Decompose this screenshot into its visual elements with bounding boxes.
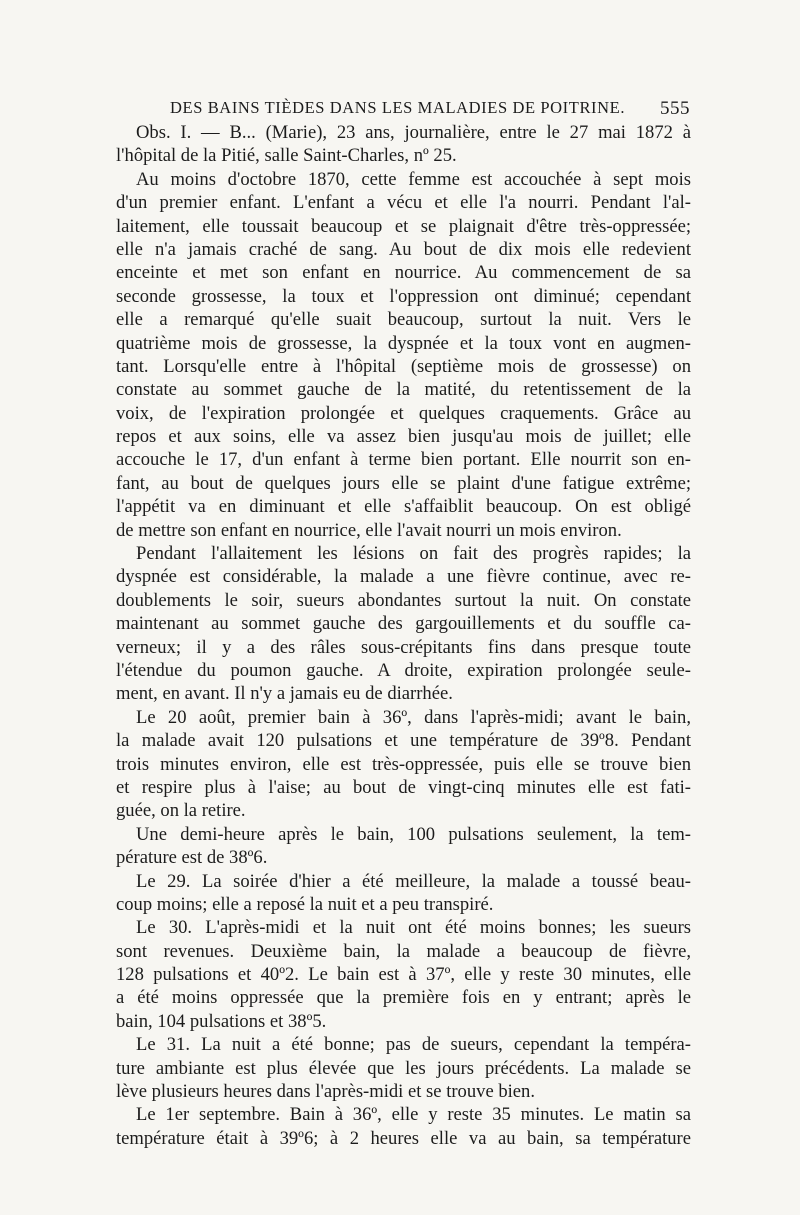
text-line: quatrième mois de grossesse, la dyspnée et la toux vont en augmen- [116, 332, 691, 354]
text-line: l'étendue du poumon gauche. A droite, expiration prolongée seule- [116, 659, 691, 681]
text-line: dyspnée est considérable, la malade a une fièvre continue, avec re- [116, 566, 691, 588]
text-line: l'appétit va en diminuant et elle s'affaiblit beaucoup. On est obligé [116, 496, 691, 518]
text-line: température était à 39º6; à 2 heures elle va au bain, sa température [116, 1127, 691, 1149]
text-line: enceinte et met son enfant en nourrice. Au commencement de sa [116, 262, 691, 284]
text-line: accouche le 17, d'un enfant à terme bien portant. Elle nourrit son en- [116, 449, 691, 471]
text-line: trois minutes environ, elle est très-oppressée, puis elle se trouve bien [116, 753, 691, 775]
text-line: de mettre son enfant en nourrice, elle l'avait nourri un mois environ. [116, 519, 622, 541]
text-line: repos et aux soins, elle va assez bien jusqu'au mois de juillet; elle [116, 426, 691, 448]
text-line: bain, 104 pulsations et 38º5. [116, 1010, 327, 1032]
text-line: Une demi-heure après le bain, 100 pulsations seulement, la tem- [136, 823, 691, 845]
text-line: pérature est de 38º6. [116, 847, 268, 869]
text-line: 128 pulsations et 40º2. Le bain est à 37º, elle y reste 30 minutes, elle [116, 964, 691, 986]
text-line: Le 1er septembre. Bain à 36º, elle y reste 35 minutes. Le matin sa [136, 1104, 691, 1126]
text-line: sont revenues. Deuxième bain, la malade a beaucoup de fièvre, [116, 940, 691, 962]
page-number: 555 [660, 98, 690, 119]
running-title: DES BAINS TIÈDES DANS LES MALADIES DE POITRINE. [170, 98, 626, 117]
text-line: seconde grossesse, la toux et l'oppression ont diminué; cependant [116, 285, 691, 307]
text-line: ture ambiante est plus élevée que les jours précédents. La malade se [116, 1057, 691, 1079]
text-line: tant. Lorsqu'elle entre à l'hôpital (septième mois de grossesse) on [116, 355, 691, 377]
text-line: Le 20 août, premier bain à 36º, dans l'après-midi; avant le bain, [136, 706, 691, 728]
text-line: Le 31. La nuit a été bonne; pas de sueurs, cependant la tempéra- [136, 1034, 691, 1056]
text-line: d'un premier enfant. L'enfant a vécu et elle l'a nourri. Pendant l'al- [116, 192, 691, 214]
text-line: Le 29. La soirée d'hier a été meilleure, la malade a toussé beau- [136, 870, 691, 892]
body-text [116, 121, 691, 1150]
text-line: maintenant au sommet gauche des gargouillements et du souffle ca- [116, 613, 691, 635]
text-line: ment, en avant. Il n'y a jamais eu de diarrhée. [116, 683, 453, 705]
text-line: et respire plus à l'aise; au bout de vingt-cinq minutes elle est fati- [116, 776, 691, 798]
text-line: Pendant l'allaitement les lésions on fait des progrès rapides; la [136, 543, 691, 565]
text-line: verneux; il y a des râles sous-crépitants fins dans presque toute [116, 636, 691, 658]
text-line: elle a remarqué qu'elle suait beaucoup, surtout la nuit. Vers le [116, 309, 691, 331]
text-line: l'hôpital de la Pitié, salle Saint-Charles, nº 25. [116, 145, 457, 167]
text-line: doublements le soir, sueurs abondantes surtout la nuit. On constate [116, 589, 691, 611]
text-line: Au moins d'octobre 1870, cette femme est accouchée à sept mois [136, 168, 691, 190]
text-line: a été moins oppressée que la première fois en y entrant; après le [116, 987, 691, 1009]
text-line: laitement, elle toussait beaucoup et se plaignait d'être très-oppressée; [116, 215, 691, 237]
text-line: constate au sommet gauche de la matité, du retentissement de la [116, 379, 691, 401]
text-line: Obs. I. — B... (Marie), 23 ans, journalière, entre le 27 mai 1872 à [136, 122, 691, 143]
text-line: voix, de l'expiration prolongée et quelques craquements. Grâce au [116, 402, 691, 424]
text-line: lève plusieurs heures dans l'après-midi et se trouve bien. [116, 1081, 536, 1103]
text-line: elle n'a jamais craché de sang. Au bout de dix mois elle redevient [116, 238, 691, 260]
text-line: Le 30. L'après-midi et la nuit ont été moins bonnes; les sueurs [136, 917, 691, 939]
text-line: la malade avait 120 pulsations et une température de 39º8. Pendant [116, 730, 691, 752]
text-line: coup moins; elle a reposé la nuit et a peu transpiré. [116, 893, 494, 915]
text-line: fant, au bout de quelques jours elle se plaint d'une fatigue extrême; [116, 472, 691, 494]
text-line: guée, on la retire. [116, 800, 246, 822]
